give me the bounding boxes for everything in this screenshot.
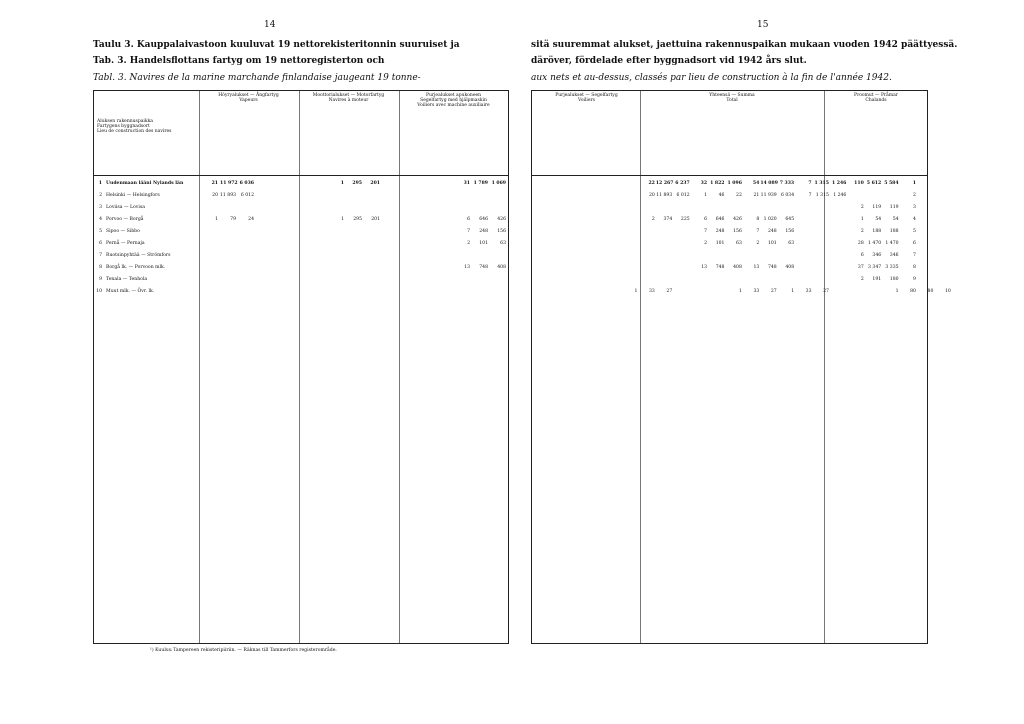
cell: 201 xyxy=(371,217,380,222)
row-number: 5 xyxy=(99,229,102,234)
cell: 54 xyxy=(892,217,899,222)
cell: 21 xyxy=(753,193,760,198)
cell: 248 xyxy=(767,229,777,234)
header-total: Yhteensä — Summa Total xyxy=(709,93,755,103)
cell: 22 xyxy=(648,181,655,186)
cell: 5 584 xyxy=(884,181,899,186)
cell: 24 xyxy=(248,217,254,222)
cell: 1 470 xyxy=(868,241,882,246)
cell: 1 470 xyxy=(885,241,899,246)
title-sv-cont: däröver, fördelade efter byggnadsort vid 1942 års slut. xyxy=(531,56,807,66)
cell: 8 xyxy=(913,265,916,270)
cell: 408 xyxy=(785,265,795,270)
table-row xyxy=(532,193,927,201)
cell: 7 xyxy=(913,253,916,258)
cell: 33 xyxy=(649,289,655,294)
cell: 188 xyxy=(889,229,899,234)
table-left xyxy=(93,90,509,644)
cell: 3 xyxy=(913,205,916,210)
cell: 6 xyxy=(860,253,864,258)
cell: 374 xyxy=(663,217,673,222)
row-label: Muut mlk. — Övr. lk. xyxy=(106,289,155,294)
cell: 156 xyxy=(497,229,506,234)
cell: 27 xyxy=(770,289,777,294)
row-number: 8 xyxy=(99,265,102,270)
cell: 1 822 xyxy=(710,181,725,186)
cell: 408 xyxy=(733,265,742,270)
cell: 180 xyxy=(889,277,899,282)
row-number: 1 xyxy=(98,181,102,186)
page-number-left: 14 xyxy=(264,20,276,30)
cell: 1 xyxy=(341,217,344,222)
cell: 1 246 xyxy=(833,193,847,198)
cell: 6 237 xyxy=(675,181,690,186)
cell: 1 315 xyxy=(815,193,829,198)
table-row xyxy=(532,253,927,261)
cell: 1 xyxy=(704,193,708,198)
cell: 11 939 xyxy=(760,193,777,198)
cell: 33 xyxy=(753,289,760,294)
header-rule xyxy=(94,175,508,176)
cell: 2 xyxy=(651,217,655,222)
cell: 20 xyxy=(212,193,218,198)
cell: 5 612 xyxy=(866,181,882,186)
cell: 37 xyxy=(857,265,864,270)
row-label: Helsinki — Helsingfors xyxy=(106,193,160,198)
table-row xyxy=(532,217,927,225)
cell: 63 xyxy=(736,241,742,246)
header-barges: Proomut — Pråmar Chalands xyxy=(854,93,898,103)
header-steam: Höyryalukset — Ångfartyg Vapeurs xyxy=(218,93,279,103)
cell: 156 xyxy=(733,229,742,234)
cell: 1 020 xyxy=(763,217,777,222)
row-label: Porvoo — Borgå xyxy=(106,217,144,222)
cell: 3 335 xyxy=(885,265,899,270)
row-label: Ruotsinpyhtää — Strömfors xyxy=(106,253,171,258)
cell: 1 096 xyxy=(727,181,742,186)
cell: 1 xyxy=(791,289,795,294)
footnote: ¹) Kuuluu Tampereen rekisteripiiriin. — Räknas till Tammerfors registerområde. xyxy=(150,648,337,653)
cell: 2 xyxy=(756,241,760,246)
title-fi: Taulu 3. Kauppalaivastoon kuuluvat 19 nettorekisteritonnin suuruiset ja xyxy=(93,40,460,50)
cell: 188 xyxy=(872,229,882,234)
table-row xyxy=(532,205,927,213)
stub-divider xyxy=(199,91,200,643)
table-row xyxy=(94,289,508,297)
cell: 2 xyxy=(860,229,864,234)
cell: 7 xyxy=(467,229,470,234)
cell: 21 xyxy=(211,181,218,186)
cell: 201 xyxy=(370,181,380,186)
cell: 13 xyxy=(464,265,470,270)
cell: 748 xyxy=(715,265,725,270)
cell: 1 069 xyxy=(491,181,506,186)
cell: 6 012 xyxy=(676,193,690,198)
cell: 6 xyxy=(467,217,470,222)
group-divider-3 xyxy=(640,91,641,643)
cell: 101 xyxy=(767,241,777,246)
cell: 13 xyxy=(753,265,760,270)
cell: 27 xyxy=(666,289,673,294)
row-label: Pernå — Pernaja xyxy=(106,241,145,246)
cell: 110 xyxy=(854,181,864,186)
page-number-right: 15 xyxy=(757,20,769,30)
cell: 101 xyxy=(715,241,725,246)
cell: 646 xyxy=(479,217,488,222)
cell: 1 315 xyxy=(814,181,829,186)
row-label: Borgå lk. — Porvoon mlk. xyxy=(106,265,166,270)
row-number: 7 xyxy=(99,253,102,258)
table-row xyxy=(94,205,508,213)
cell: 2 xyxy=(704,241,708,246)
table-row xyxy=(94,193,508,201)
cell: 14 089 xyxy=(760,181,778,186)
cell: 79 xyxy=(230,217,236,222)
cell: 191 xyxy=(872,277,882,282)
cell: 31 xyxy=(463,181,470,186)
row-number: 6 xyxy=(99,241,102,246)
cell: 1 xyxy=(860,217,864,222)
cell: 748 xyxy=(767,265,777,270)
table-row xyxy=(94,265,508,273)
table-row xyxy=(94,181,508,189)
cell: 1 xyxy=(634,289,638,294)
table-row xyxy=(532,181,927,189)
cell: 426 xyxy=(733,217,742,222)
stub-header: Aluksen rakennuspaikka Fartygens byggnadsort Lieu de construction des navires xyxy=(97,119,172,134)
cell: 6 012 xyxy=(240,193,254,198)
cell: 6 036 xyxy=(239,181,254,186)
cell: 7 333 xyxy=(779,181,795,186)
cell: 2 xyxy=(860,205,864,210)
group-divider-4 xyxy=(824,91,825,643)
cell: 119 xyxy=(872,205,882,210)
cell: 7 xyxy=(808,193,812,198)
cell: 11 893 xyxy=(220,193,237,198)
cell: 1 xyxy=(215,217,218,222)
row-label: Uudenmaan lääni Nylands län xyxy=(106,181,184,186)
cell: 748 xyxy=(479,265,488,270)
cell: 346 xyxy=(889,253,899,258)
header-sail: Purjealukset — Segelfartyg Voiliers xyxy=(555,93,618,103)
row-label: Sipoo — Sibbo xyxy=(106,229,140,234)
cell: 27 xyxy=(823,289,829,294)
cell: 408 xyxy=(497,265,506,270)
table-row xyxy=(532,289,951,297)
group-divider-2 xyxy=(399,91,400,643)
title-fr: Tabl. 3. Navires de la marine marchande finlandaise jaugeant 19 tonne- xyxy=(93,73,421,83)
table-row xyxy=(532,265,927,273)
cell: 119 xyxy=(889,205,899,210)
cell: 6 xyxy=(913,241,916,246)
cell: 1 xyxy=(738,289,742,294)
cell: 8 xyxy=(756,217,760,222)
cell: 156 xyxy=(785,229,795,234)
cell: 54 xyxy=(752,181,760,186)
cell: 80 xyxy=(910,289,916,294)
cell: 10 xyxy=(944,289,951,294)
cell: 20 xyxy=(649,193,655,198)
cell: 11 972 xyxy=(220,181,238,186)
cell: 32 xyxy=(700,181,708,186)
row-label: Loviisa — Lovisa xyxy=(106,205,145,210)
cell: 1 xyxy=(912,181,916,186)
cell: 4 xyxy=(913,217,916,222)
title-fr-cont: aux nets et au-dessus, classés par lieu de construction à la fin de l'année 1942. xyxy=(531,73,892,83)
header-motor: Moottorialukset — Motorfartyg Navires à moteur xyxy=(312,93,385,103)
cell: 2 xyxy=(467,241,470,246)
cell: 1 xyxy=(340,181,344,186)
table-row xyxy=(532,229,927,237)
cell: 33 xyxy=(805,289,812,294)
cell: 63 xyxy=(788,241,795,246)
cell: 295 xyxy=(352,181,362,186)
cell: 295 xyxy=(353,217,362,222)
cell: 63 xyxy=(500,241,506,246)
row-number: 9 xyxy=(99,277,102,282)
table-row xyxy=(94,229,508,237)
cell: 3 347 xyxy=(868,265,882,270)
cell: 5 xyxy=(913,229,916,234)
cell: 6 xyxy=(704,217,708,222)
header-auxiliary: Purjealukset apukoneen Segelfartyg med hjälpmaskin Voiliers avec machine auxiliaire xyxy=(417,93,490,108)
cell: 9 xyxy=(913,277,916,282)
cell: 46 xyxy=(718,193,725,198)
cell: 7 xyxy=(756,229,760,234)
table-row xyxy=(94,253,508,261)
row-number: 2 xyxy=(99,193,102,198)
cell: 248 xyxy=(479,229,488,234)
cell: 1 xyxy=(895,289,899,294)
row-number: 10 xyxy=(96,289,102,294)
cell: 7 xyxy=(808,181,812,186)
cell: 28 xyxy=(857,241,864,246)
table-row xyxy=(94,241,508,249)
cell: 13 xyxy=(701,265,708,270)
cell: 7 xyxy=(704,229,708,234)
cell: 1 246 xyxy=(831,181,847,186)
table-row xyxy=(532,277,927,285)
cell: 2 xyxy=(913,193,916,198)
table-right xyxy=(531,90,951,644)
cell: 6 034 xyxy=(780,193,795,198)
cell: 645 xyxy=(785,217,795,222)
cell: 346 xyxy=(872,253,882,258)
cell: 646 xyxy=(715,217,725,222)
cell: 248 xyxy=(715,229,725,234)
title-fi-cont: sitä suuremmat alukset, jaettuina rakennuspaikan mukaan vuoden 1942 päättyessä. xyxy=(531,40,958,50)
title-sv: Tab. 3. Handelsflottans fartyg om 19 nettoregisterton och xyxy=(93,56,385,66)
row-label: Tenala — Tenhola xyxy=(106,277,148,282)
cell: 22 xyxy=(736,193,742,198)
cell: 80 xyxy=(927,289,934,294)
row-number: 3 xyxy=(99,205,102,210)
group-divider-1 xyxy=(299,91,300,643)
cell: 426 xyxy=(497,217,506,222)
cell: 1 789 xyxy=(473,181,488,186)
table-row xyxy=(94,277,508,285)
table-row xyxy=(94,217,508,225)
cell: 225 xyxy=(680,217,690,222)
row-number: 4 xyxy=(99,217,102,222)
cell: 54 xyxy=(875,217,882,222)
cell: 11 893 xyxy=(656,193,673,198)
cell: 101 xyxy=(479,241,488,246)
cell: 12 267 xyxy=(655,181,674,186)
header-rule-right xyxy=(532,175,927,176)
table-row xyxy=(532,241,927,249)
cell: 2 xyxy=(860,277,864,282)
